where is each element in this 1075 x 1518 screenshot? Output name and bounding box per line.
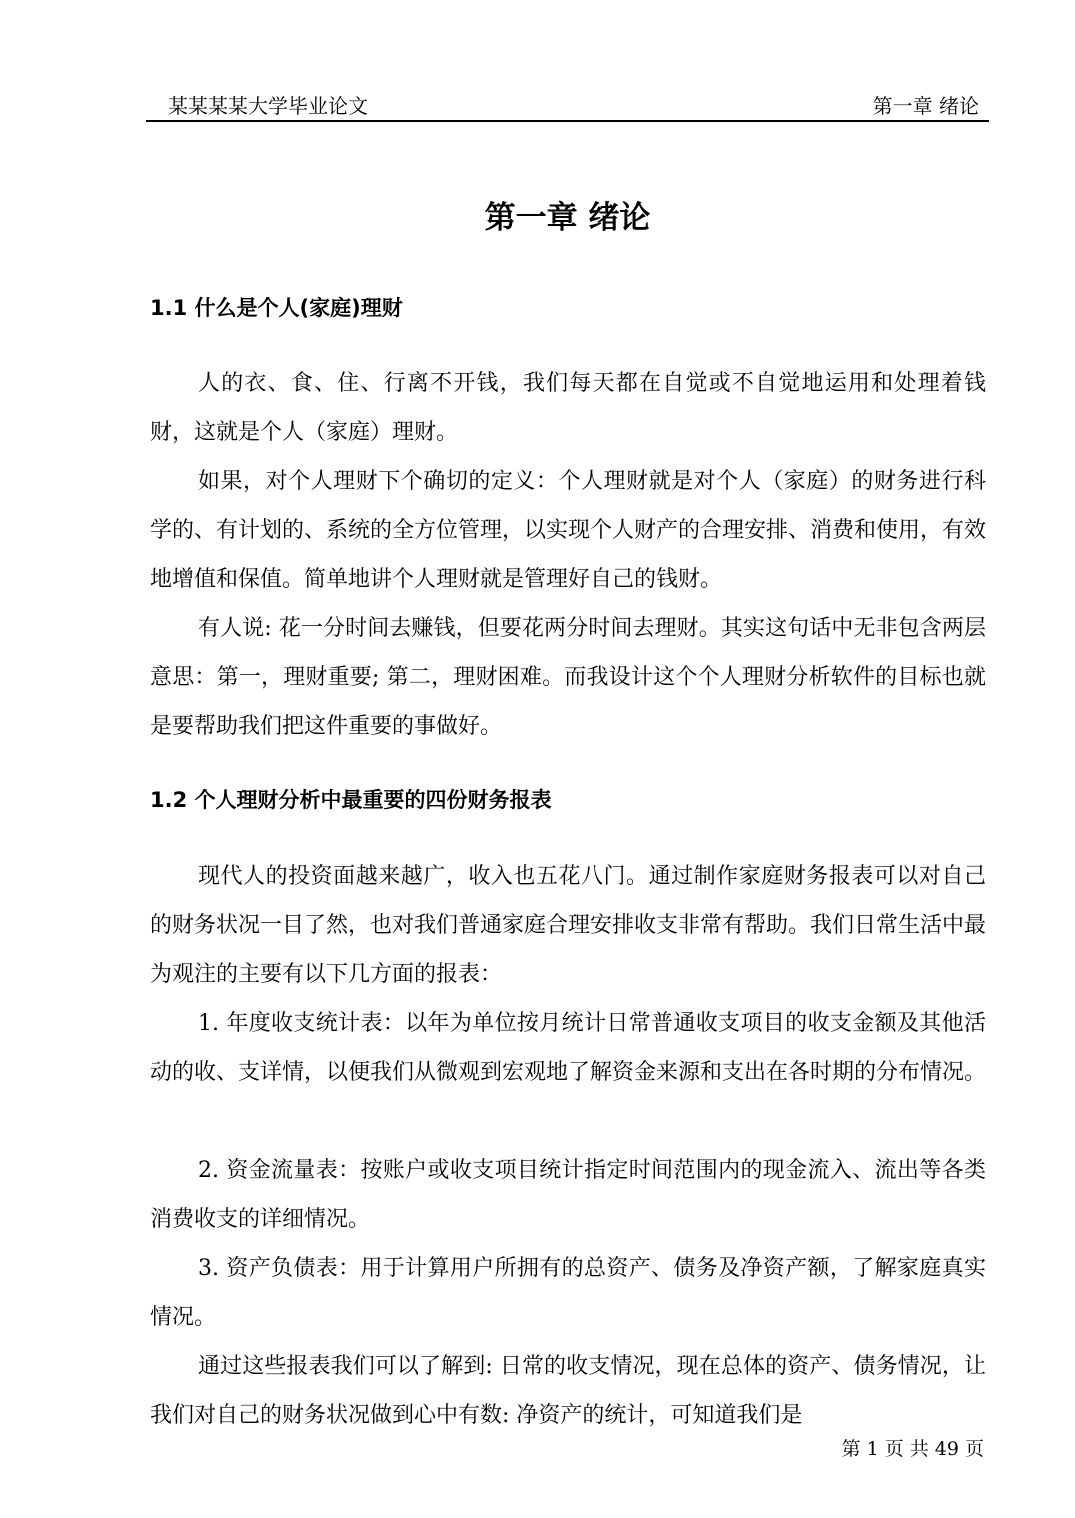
list-item-cash-flow: 2. 资金流量表：按账户或收支项目统计指定时间范围内的现金流入、流出等各类消费收支的详细情况。 bbox=[150, 1158, 986, 1232]
section-heading-1-1: 1.1 什么是个人(家庭)理财 bbox=[150, 296, 403, 320]
running-header bbox=[146, 88, 989, 122]
chapter-title: 第一章 绪论 bbox=[484, 200, 651, 236]
header-thesis-title: 某某某某大学毕业论文 bbox=[168, 94, 368, 118]
list-item-annual-statement: 1. 年度收支统计表：以年为单位按月统计日常普通收支项目的收支金额及其他活动的收、支详情，以便我们从微观到宏观地了解资金来源和支出在各时期的分布情况。 bbox=[150, 1011, 987, 1085]
list-item-balance-sheet: 3. 资产负债表：用于计算用户所拥有的总资产、债务及净资产额，了解家庭真实情况。 bbox=[150, 1256, 986, 1330]
paragraph-1-1-c: 有人说: 花一分时间去赚钱，但要花两分时间去理财。其实这句话中无非包含两层意思：第一，理财重要; 第二，理财困难。而我设计这个个人理财分析软件的目标也就是要帮助我们把这件重要的事做好。 bbox=[150, 616, 986, 739]
section-heading-1-2: 1.2 个人理财分析中最重要的四份财务报表 bbox=[150, 788, 552, 812]
paragraph-1-1-b: 如果，对个人理财下个确切的定义：个人理财就是对个人（家庭）的财务进行科学的、有计划的、系统的全方位管理，以实现个人财产的合理安排、消费和使用，有效地增值和保值。简单地讲个人理财就是管理好自己的钱财。 bbox=[150, 469, 987, 592]
header-chapter-title: 第一章 绪论 bbox=[872, 94, 979, 118]
paragraph-1-2-summary: 通过这些报表我们可以了解到: 日常的收支情况，现在总体的资产、债务情况，让我们对自己的财务状况做到心中有数: 净资产的统计，可知道我们是 bbox=[150, 1354, 986, 1428]
page-number: 第 1 页 共 49 页 bbox=[841, 1438, 984, 1460]
paragraph-1-1-a: 人的衣、食、住、行离不开钱，我们每天都在自觉或不自觉地运用和处理着钱财，这就是个人（家庭）理财。 bbox=[150, 371, 986, 445]
paragraph-1-2-intro: 现代人的投资面越来越广，收入也五花八门。通过制作家庭财务报表可以对自己的财务状况一目了然，也对我们普通家庭合理安排收支非常有帮助。我们日常生活中最为观注的主要有以下几方面的报表： bbox=[150, 864, 987, 987]
